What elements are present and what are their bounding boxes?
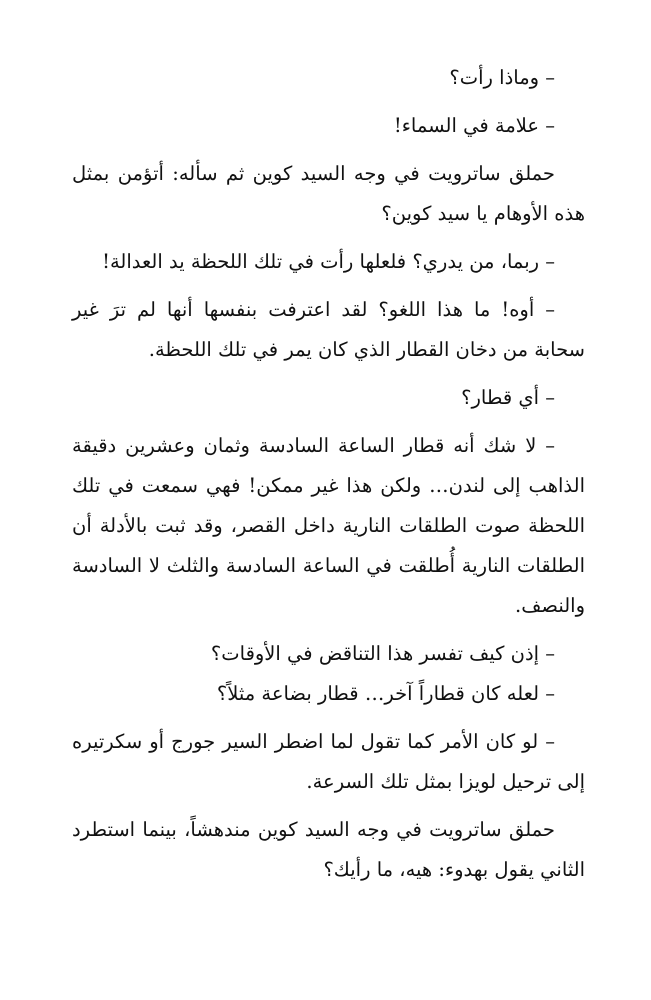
- dialogue-line: – لا شك أنه قطار الساعة السادسة وثمان وعشرين دقيقة الذاهب إلى لندن… ولكن هذا غير ممكن! فهي سمعت في تلك اللحظة صوت الطلقات النارية داخل القصر، وقد ثبت بالأدلة أن الطلقات النارية أُطلقت في الساعة السادسة والثلث لا السادسة والنصف.: [72, 434, 585, 617]
- dialogue-line: – ربما، من يدري؟ فلعلها رأت في تلك اللحظة يد العدالة!: [102, 250, 555, 273]
- narrative-paragraph: حملق ساترويت في وجه السيد كوين مندهشاً، بينما استطرد الثاني يقول بهدوء: هيه، ما رأيك؟: [72, 818, 585, 881]
- book-page-text: [72, 58, 585, 890]
- dialogue-line: – وماذا رأت؟: [449, 66, 555, 89]
- dialogue-line: – لعله كان قطاراً آخر… قطار بضاعة مثلاً؟: [216, 682, 555, 705]
- dialogue-line: – علامة في السماء!: [393, 114, 555, 137]
- narrative-paragraph: حملق ساترويت في وجه السيد كوين ثم سأله: أتؤمن بمثل هذه الأوهام يا سيد كوين؟: [72, 162, 585, 225]
- dialogue-line: – إذن كيف تفسر هذا التناقض في الأوقات؟: [210, 642, 555, 665]
- dialogue-line: – أوه! ما هذا اللغو؟ لقد اعترفت بنفسها أنها لم ترَ غير سحابة من دخان القطار الذي كان يمر في تلك اللحظة.: [72, 298, 585, 361]
- dialogue-line: – لو كان الأمر كما تقول لما اضطر السير جورج أو سكرتيره إلى ترحيل لويزا بمثل تلك السرعة.: [72, 730, 585, 793]
- dialogue-line: – أي قطار؟: [461, 386, 555, 409]
